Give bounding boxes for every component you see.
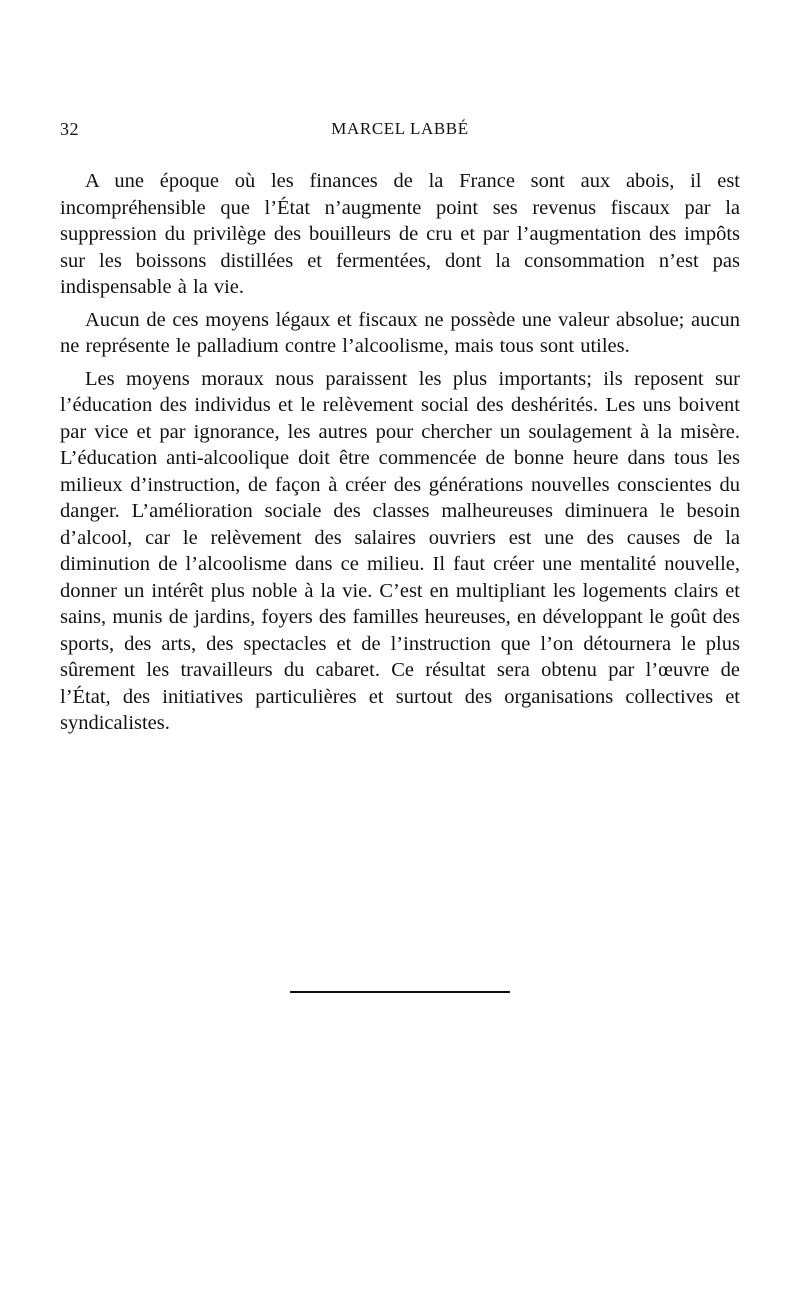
end-rule: [290, 991, 510, 993]
body-text: [60, 168, 740, 743]
running-head: MARCEL LABBÉ: [331, 119, 469, 138]
page-number: 32: [60, 119, 79, 139]
paragraph-legal-means: Aucun de ces moyens légaux et fiscaux ne possède une valeur absolue; aucun ne représente le palladium contre l’alcoolisme, mais tous sont utiles.: [60, 308, 740, 357]
page-header: [60, 119, 740, 143]
paragraph-moral-means: Les moyens moraux nous paraissent les plus importants; ils reposent sur l’éducation des individus et le relèvement social des deshérités. Les uns boivent par vice et par ignorance, les autres pour chercher un soulagement à la misère. L’éducation anti-alcoolique doit être commencée de bonne heure dans tous les milieux d’instruction, de façon à créer des générations nouvelles conscientes du danger. L’amélioration sociale des classes malheureuses diminuera le besoin d’alcool, car le relèvement des salaires ouvriers est une des causes de la diminution de l’alcoolisme dans ce milieu. Il faut créer une mentalité nouvelle, donner un intérêt plus noble à la vie. C’est en multipliant les logements clairs et sains, munis de jardins, foyers des familles heureuses, en développant le goût des sports, des arts, des spectacles et de l’instruction que l’on détournera le plus sûrement les travailleurs du cabaret. Ce résultat sera obtenu par l’œuvre de l’État, des initiatives particulières et surtout des organisations collectives et syndicalistes.: [60, 367, 740, 734]
paragraph-finances: A une époque où les finances de la France sont aux abois, il est incompréhensible que l’État n’augmente point ses revenus fiscaux par la suppression du privilège des bouilleurs de cru et par l’augmentation des impôts sur les boissons distillées et fermentées, dont la consommation n’est pas indispensable à la vie.: [60, 170, 740, 298]
